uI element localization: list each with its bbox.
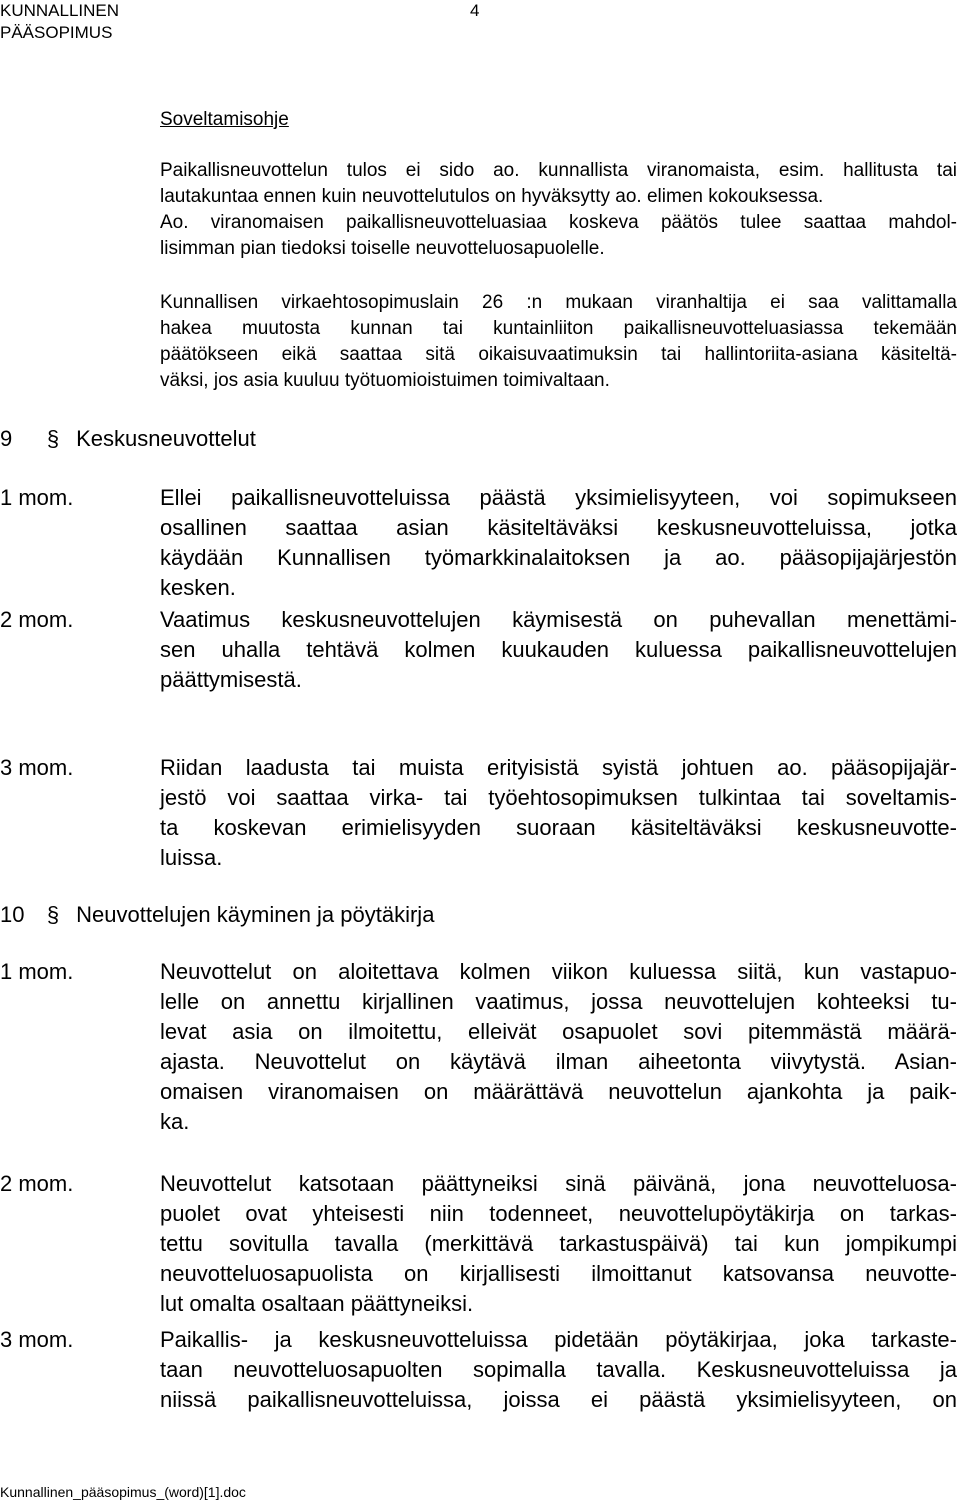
text-line: levat asia on ilmoitettu, elleivät osapuolet sovi pitemmästä määrä- [160,1019,957,1044]
text-line: käydään Kunnallisen työmarkkinalaitoksen ja ao. pääsopijajärjestön [160,545,957,570]
page-number: 4 [470,1,480,20]
text-line: tettu sovitulla tavalla (merkittävä tarkastuspäivä) tai kun jompikumpi [160,1231,957,1256]
text-line: taan neuvotteluosapuolten sopimalla tavalla. Keskusneuvotteluissa ja [160,1357,957,1382]
soveltamisohje-paragraph-2 [160,290,957,394]
soveltamisohje-paragraph-1 [160,158,957,262]
text-line: päätökseen eikä saattaa sitä oikaisuvaatimuksin tai hallintoriita-asiana käsiteltä- [160,344,957,365]
footer-filename: Kunnallinen_pääsopimus_(word)[1].doc [0,1484,246,1500]
soveltamisohje-heading [160,107,957,133]
section-9-mom-2-text [160,605,957,695]
text-line: Paikallisneuvottelun tulos ei sido ao. kunnallista viranomaista, esim. hallitusta tai [160,160,957,181]
section-number: 10 [0,902,25,927]
section-9-mom-3-text [160,753,957,873]
text-line: Paikallis- ja keskusneuvotteluissa pidetään pöytäkirjaa, joka tarkaste- [160,1327,957,1352]
section-number: 9 [0,426,13,451]
section-10-mom-3-text [160,1325,957,1415]
text-line: sen uhalla tehtävä kolmen kuukauden kuluessa paikallisneuvottelujen [160,637,957,662]
text-line: lelle on annettu kirjallinen vaatimus, jossa neuvottelujen kohteeksi tu- [160,989,957,1014]
text-line: hakea muutosta kunnan tai kuntainliiton paikallisneuvotteluasiassa tekemään [160,318,957,339]
section-9-mom-2-label: 2 mom. [0,607,74,632]
text-line: väksi, jos asia kuuluu työtuomioistuimen toimivaltaan. [160,370,610,391]
section-10-heading [0,900,434,930]
section-10-mom-2-label: 2 mom. [0,1171,74,1196]
text-line: Neuvottelut on aloitettava kolmen viikon kuluessa siitä, kun vastapuo- [160,959,957,984]
section-9-heading [0,424,256,454]
section-10-mom-3-label: 3 mom. [0,1327,74,1352]
text-line: luissa. [160,845,223,870]
text-line: Neuvottelut katsotaan päättyneiksi sinä päivänä, jona neuvotteluosa- [160,1171,957,1196]
section-9-mom-1-text [160,483,957,603]
section-title: Keskusneuvottelut [76,426,256,451]
section-10-mom-2-text [160,1169,957,1319]
text-line: Vaatimus keskusneuvottelujen käymisestä on puhevallan menettämi- [160,607,957,632]
text-line: ka. [160,1109,190,1134]
soveltamisohje-heading-text: Soveltamisohje [160,109,289,130]
text-line: kesken. [160,575,236,600]
text-line: Riidan laadusta tai muista erityisistä syistä johtuen ao. pääsopijajär- [160,755,957,780]
text-line: osallinen saattaa asian käsiteltäväksi keskusneuvotteluissa, jotka [160,515,957,540]
text-line: lisimman pian tiedoksi toiselle neuvotteluosapuolelle. [160,238,605,259]
document-header-title [0,0,119,44]
section-10-mom-1-label: 1 mom. [0,959,74,984]
text-line: ta koskevan erimielisyyden suoraan käsiteltäväksi keskusneuvotte- [160,815,957,840]
section-9-mom-1-label: 1 mom. [0,485,74,510]
text-line: Ao. viranomaisen paikallisneuvotteluasiaa koskeva päätös tulee saattaa mahdol- [160,212,957,233]
section-sign-icon: § [46,902,60,927]
section-9-mom-3-label: 3 mom. [0,755,74,780]
text-line: Ellei paikallisneuvotteluissa päästä yksimielisyyteen, voi sopimukseen [160,485,957,510]
text-line: lut omalta osaltaan päättyneiksi. [160,1291,474,1316]
text-line: omaisen viranomaisen on määrättävä neuvottelun ajankohta ja paik- [160,1079,957,1104]
text-line: Kunnallisen virkaehtosopimuslain 26 :n mukaan viranhaltija ei saa valittamalla [160,292,957,313]
header-title-line-2: PÄÄSOPIMUS [0,23,113,42]
section-title: Neuvottelujen käyminen ja pöytäkirja [76,902,435,927]
header-title-line-1: KUNNALLINEN [0,1,120,20]
text-line: niissä paikallisneuvotteluissa, joissa ei päästä yksimielisyyteen, on [160,1387,957,1412]
section-10-mom-1-text [160,957,957,1137]
text-line: jestö voi saattaa virka- tai työehtosopimuksen tulkintaa tai soveltamis- [160,785,957,810]
text-line: neuvotteluosapuolista on kirjallisesti ilmoittanut katsovansa neuvotte- [160,1261,957,1286]
text-line: ajasta. Neuvottelut on käytävä ilman aiheetonta viivytystä. Asian- [160,1049,957,1074]
section-sign-icon: § [46,426,60,451]
text-line: lautakuntaa ennen kuin neuvottelutulos on hyväksytty ao. elimen kokouksessa. [160,186,824,207]
text-line: päättymisestä. [160,667,302,692]
text-line: puolet ovat yhteisesti niin todenneet, neuvottelupöytäkirja on tarkas- [160,1201,957,1226]
